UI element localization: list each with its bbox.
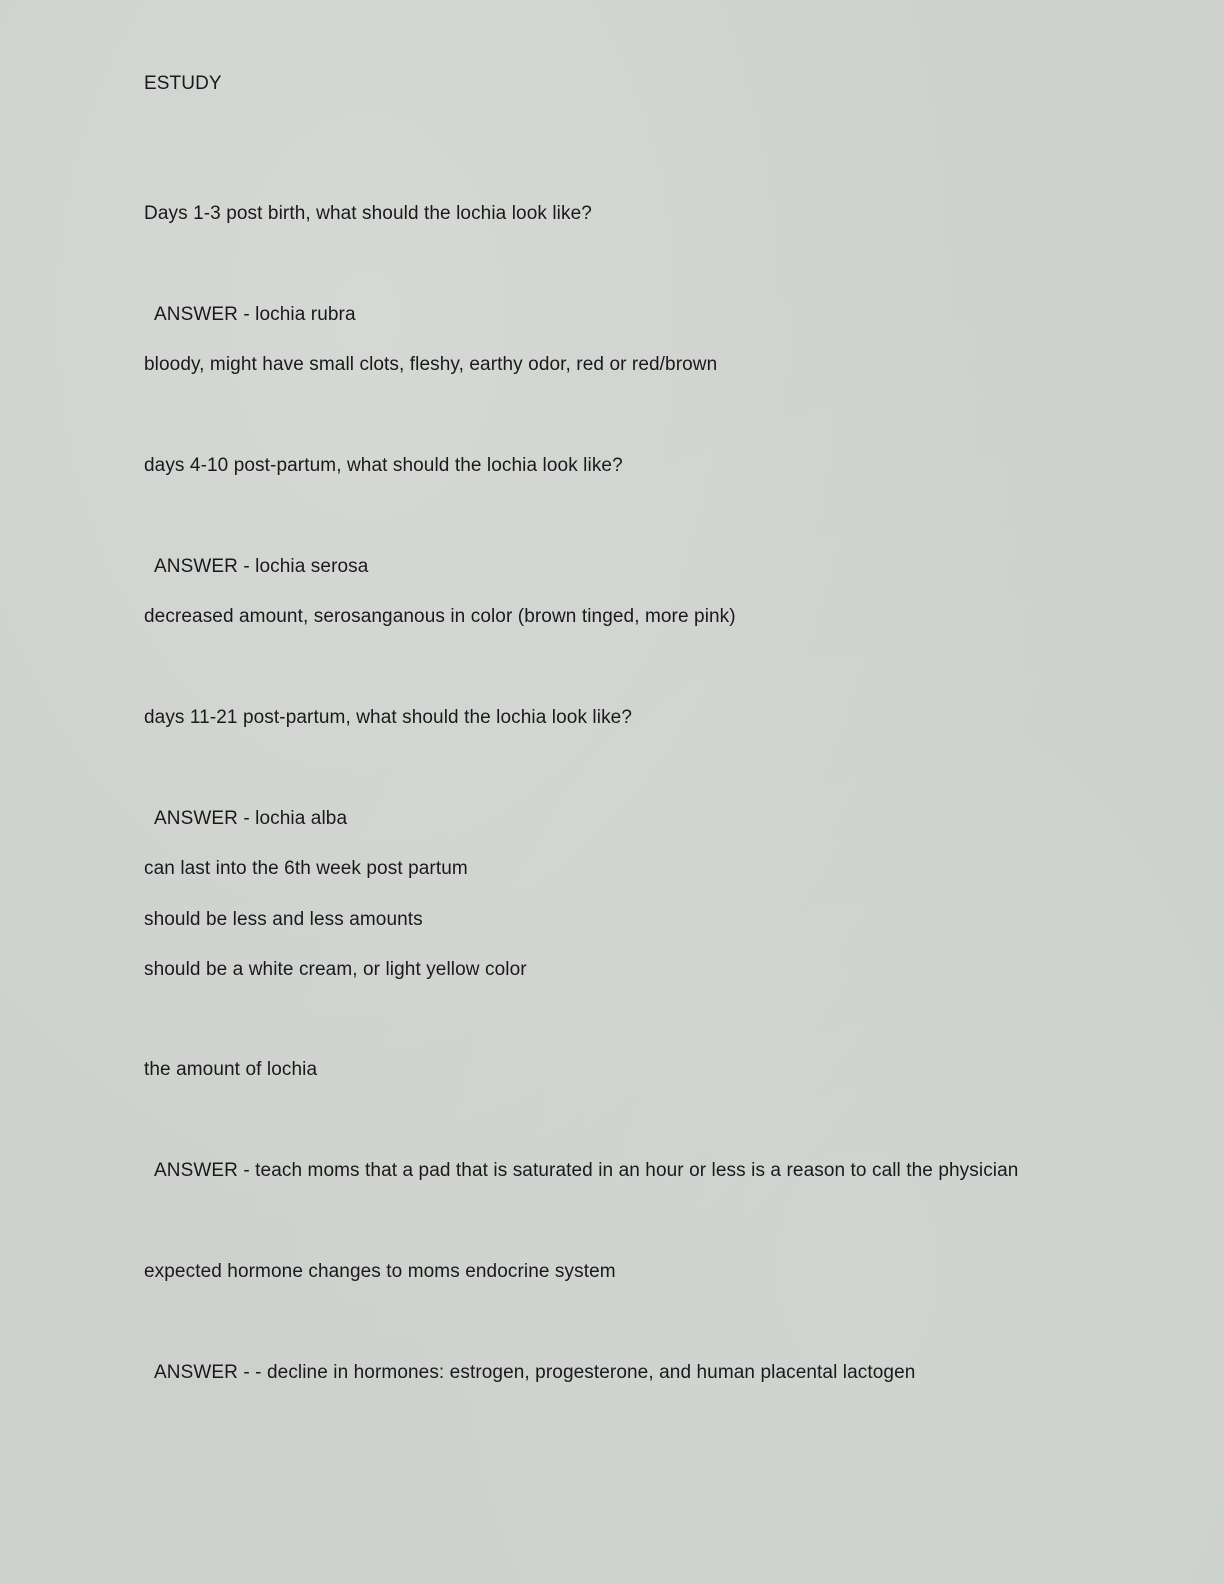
answer-1: ANSWER - lochia rubra [154, 304, 356, 325]
document-header: ESTUDY [144, 73, 222, 94]
question-2: days 4-10 post-partum, what should the lochia look like? [144, 455, 623, 476]
answer-3: ANSWER - lochia alba [154, 808, 348, 829]
answer-3-detail-3: should be a white cream, or light yellow color [144, 959, 527, 980]
answer-1-detail-1: bloody, might have small clots, fleshy, earthy odor, red or red/brown [144, 354, 718, 375]
answer-3-detail-2: should be less and less amounts [144, 909, 423, 930]
answer-3-detail-1: can last into the 6th week post partum [144, 858, 468, 879]
question-1: Days 1-3 post birth, what should the lochia look like? [144, 203, 592, 224]
answer-5: ANSWER - - decline in hormones: estrogen, progesterone, and human placental lactogen [154, 1362, 916, 1383]
answer-2-detail-1: decreased amount, serosanganous in color (brown tinged, more pink) [144, 606, 736, 627]
question-4: the amount of lochia [144, 1059, 318, 1080]
question-3: days 11-21 post-partum, what should the lochia look like? [144, 707, 633, 728]
answer-2: ANSWER - lochia serosa [154, 556, 369, 577]
question-5: expected hormone changes to moms endocrine system [144, 1261, 616, 1282]
answer-4: ANSWER - teach moms that a pad that is saturated in an hour or less is a reason to call the physician [154, 1160, 1019, 1181]
